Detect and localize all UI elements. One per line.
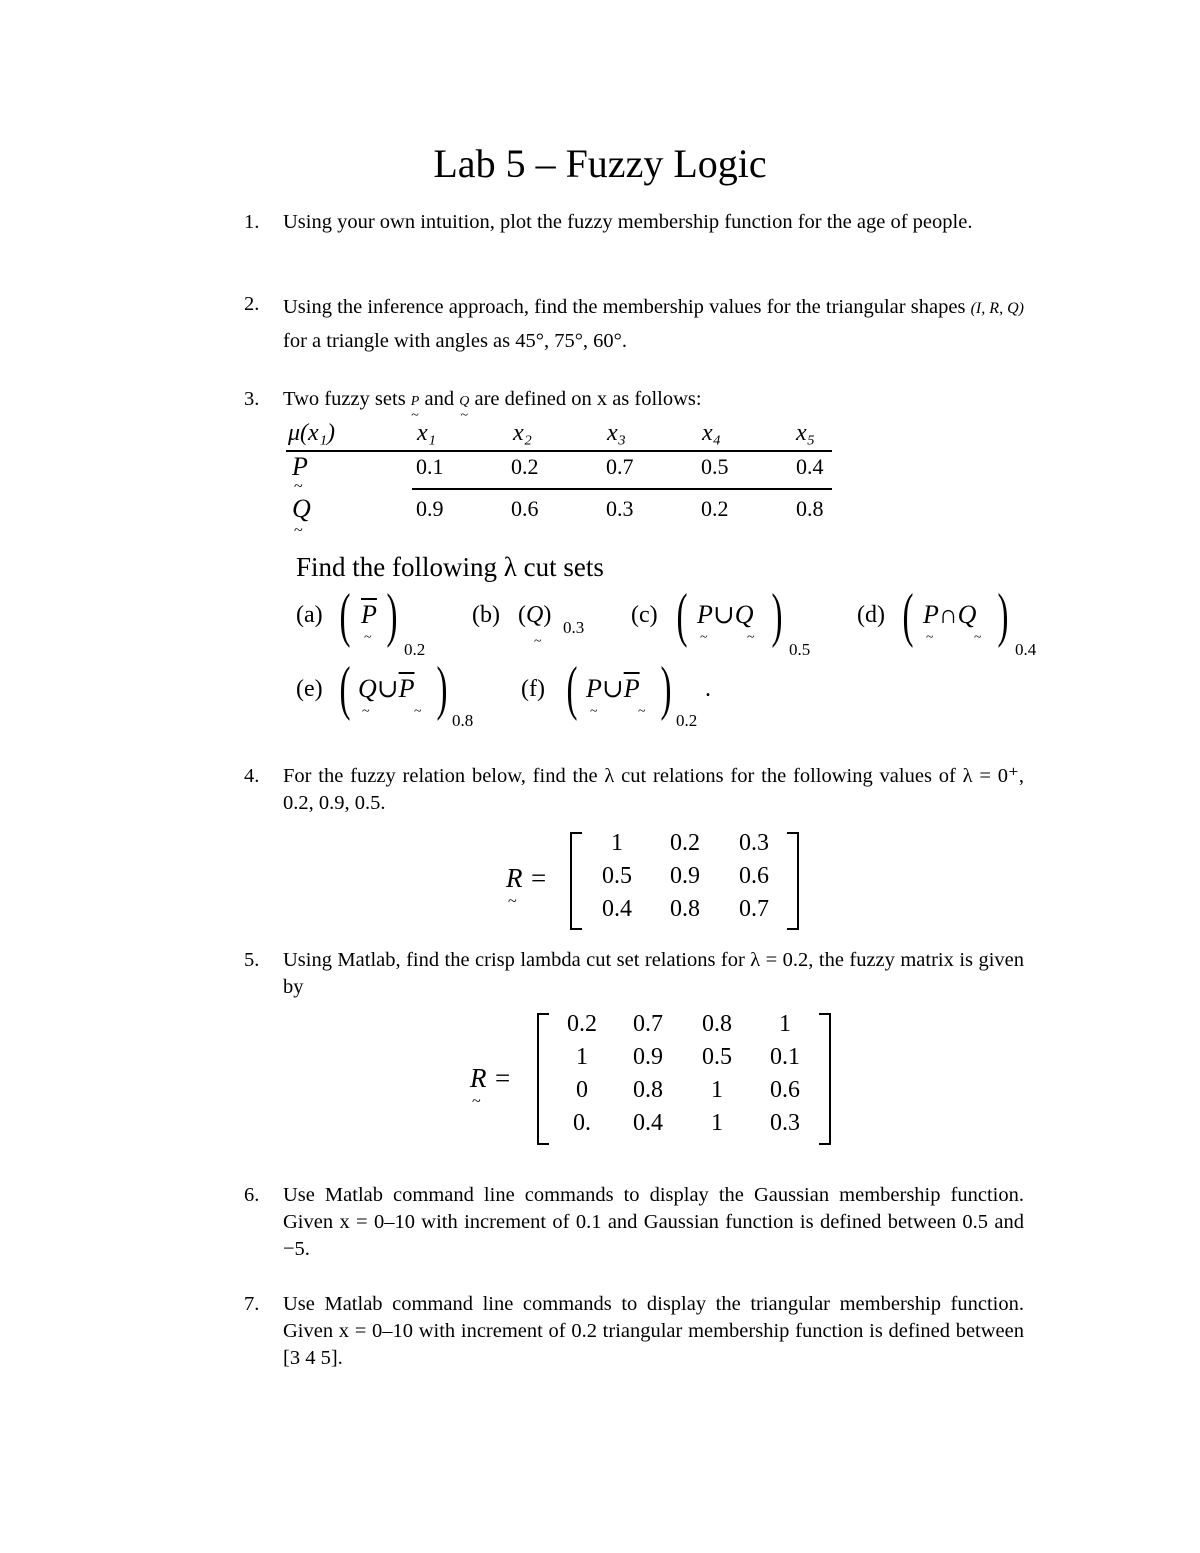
matrix-cell: 0.7: [633, 1011, 663, 1037]
tilde-mark: ~: [472, 1093, 481, 1110]
matrix-cell: 0.6: [739, 863, 769, 889]
table-rule: [412, 488, 832, 490]
tilde-mark: ~: [590, 704, 598, 719]
question-number: 3.: [244, 388, 260, 410]
matrix-cell: 0.5: [602, 863, 632, 889]
matrix-cell: 0.3: [770, 1110, 800, 1136]
part-subscript: 0.3: [563, 618, 585, 637]
table-cell: 0.2: [701, 496, 729, 521]
part-label: (a): [296, 602, 323, 628]
table-header-x4: x₄: [702, 420, 721, 446]
part-expression: $Q\cup\overline{P}$: [358, 674, 415, 703]
tilde-mark: ~: [534, 634, 542, 649]
close-paren: ): [771, 582, 783, 648]
matrix-cell: 0.2: [670, 830, 700, 856]
relation-matrix: [586, 830, 786, 929]
question-text: Use Matlab command line commands to display the triangular membership function. Given x = 0–10 with increment of 0.2 triangular membership function is defined between [3 4 5].: [283, 1293, 1024, 1369]
tilde-mark: ~: [364, 630, 372, 645]
question-number: 4.: [244, 765, 260, 787]
tilde-mark: ~: [362, 704, 370, 719]
table-cell: 0.8: [796, 496, 824, 521]
matrix-cell: 0.9: [670, 863, 700, 889]
table-cell: 0.5: [701, 454, 729, 479]
table-cell: 0.3: [606, 496, 634, 521]
table-rule: [286, 450, 832, 452]
close-paren: ): [386, 582, 398, 648]
table-header-x1: x₁: [417, 420, 436, 446]
row-label-p: P: [292, 452, 308, 481]
matrix-bracket-right: [787, 832, 799, 930]
matrix-cell: 1: [779, 1011, 791, 1037]
matrix-cell: 1: [611, 830, 623, 856]
tilde-mark: ~: [294, 522, 303, 539]
lambda-cut-heading: Find the following λ cut sets: [296, 552, 604, 582]
set-p-symbol: P ~: [411, 388, 420, 415]
matrix-cell: 0.4: [602, 896, 632, 922]
matrix-cell: 0.: [573, 1110, 591, 1136]
matrix-lhs: R =: [506, 863, 548, 893]
question-text: Using the inference approach, find the membership values for the triangular shapes (I, R, Q) for a triangle with angles as 45°, 75°, 60°.: [283, 296, 1024, 352]
matrix-cell: 0: [576, 1077, 588, 1103]
tilde-mark: ~: [508, 893, 517, 910]
table-cell: 0.1: [416, 454, 444, 479]
tilde-mark: ~: [700, 630, 708, 645]
matrix-cell: 1: [576, 1044, 588, 1070]
open-paren: (: [902, 582, 914, 648]
table-cell: 0.9: [416, 496, 444, 521]
question-text: For the fuzzy relation below, find the λ cut relations for the following values of λ = 0⁺, 0.2, 0.9, 0.5.: [283, 765, 1024, 814]
question-text: Use Matlab command line commands to display the Gaussian membership function. Given x = 0–10 with increment of 0.1 and Gaussian function is defined between 0.5 and −5.: [283, 1184, 1024, 1260]
part-subscript: 0.2: [404, 640, 426, 659]
question-text: Using your own intuition, plot the fuzzy membership function for the age of people.: [283, 211, 973, 233]
part-expression: $P\cup\overline{P}$: [586, 674, 640, 703]
part-expression: $\overline{P}$: [361, 600, 377, 629]
part-subscript: 0.4: [1015, 640, 1037, 659]
matrix-cell: 0.3: [739, 830, 769, 856]
part-expression: (Q): [518, 602, 552, 628]
tilde-mark: ~: [638, 704, 646, 719]
part-label: (b): [472, 602, 500, 628]
table-header-x3: x₃: [607, 420, 626, 446]
question-text: Two fuzzy sets P ~ and Q ~ are defined on x as follows:: [283, 386, 1024, 415]
open-paren: (: [566, 655, 578, 721]
open-paren: (: [676, 582, 688, 648]
question-number: 2.: [244, 293, 260, 315]
part-expression: P∩Q: [923, 600, 977, 629]
close-paren: ): [436, 655, 448, 721]
matrix-cell: 0.9: [633, 1044, 663, 1070]
tilde-mark: ~: [974, 630, 982, 645]
matrix-bracket-right: [819, 1013, 831, 1145]
matrix-cell: 0.8: [670, 896, 700, 922]
table-cell: 0.4: [796, 454, 824, 479]
question-number: 6.: [244, 1184, 260, 1206]
table-header-x5: x₅: [796, 420, 815, 446]
table-header-x2: x₂: [513, 420, 532, 446]
matrix-cell: 0.6: [770, 1077, 800, 1103]
matrix-cell: 0.7: [739, 896, 769, 922]
matrix-bracket-left: [537, 1013, 549, 1145]
matrix-cell: 0.8: [633, 1077, 663, 1103]
tilde-mark: ~: [926, 630, 934, 645]
page-title: Lab 5 – Fuzzy Logic: [433, 141, 767, 186]
end-period: .: [705, 676, 711, 702]
matrix-cell: 0.1: [770, 1044, 800, 1070]
part-subscript: 0.5: [789, 640, 811, 659]
matrix-cell: 0.4: [633, 1110, 663, 1136]
shape-set-expression: (I, R, Q): [970, 300, 1024, 317]
part-subscript: 0.2: [676, 711, 698, 730]
part-expression: P∪Q: [697, 600, 754, 629]
matrix-cell: 0.2: [567, 1011, 597, 1037]
tilde-mark: ~: [294, 478, 303, 495]
row-label-q: Q: [292, 494, 311, 523]
question-text: Using Matlab, find the crisp lambda cut set relations for λ = 0.2, the fuzzy matrix is given by: [283, 949, 1024, 998]
matrix-bracket-left: [570, 832, 582, 930]
open-paren: (: [339, 655, 351, 721]
question-number: 7.: [244, 1293, 260, 1315]
part-label: (c): [631, 602, 658, 628]
table-cell: 0.7: [606, 454, 634, 479]
matrix-cell: 0.8: [702, 1011, 732, 1037]
table-cell: 0.2: [511, 454, 539, 479]
part-subscript: 0.8: [452, 711, 474, 730]
question-number: 5.: [244, 949, 260, 971]
matrix-cell: 1: [711, 1077, 723, 1103]
tilde-mark: ~: [414, 704, 422, 719]
fuzzy-matrix: [552, 1011, 820, 1143]
part-label: (f): [521, 676, 545, 702]
set-q-symbol: Q ~: [459, 388, 469, 415]
question-number: 1.: [244, 211, 260, 233]
open-paren: (: [339, 582, 351, 648]
matrix-cell: 1: [711, 1110, 723, 1136]
matrix-cell: 0.5: [702, 1044, 732, 1070]
table-cell: 0.6: [511, 496, 539, 521]
table-header-mu: μ(x₁): [288, 420, 336, 446]
matrix-lhs: R =: [470, 1063, 512, 1093]
tilde-mark: ~: [747, 630, 755, 645]
close-paren: ): [997, 582, 1009, 648]
part-label: (e): [296, 676, 323, 702]
part-label: (d): [857, 602, 885, 628]
close-paren: ): [660, 655, 672, 721]
